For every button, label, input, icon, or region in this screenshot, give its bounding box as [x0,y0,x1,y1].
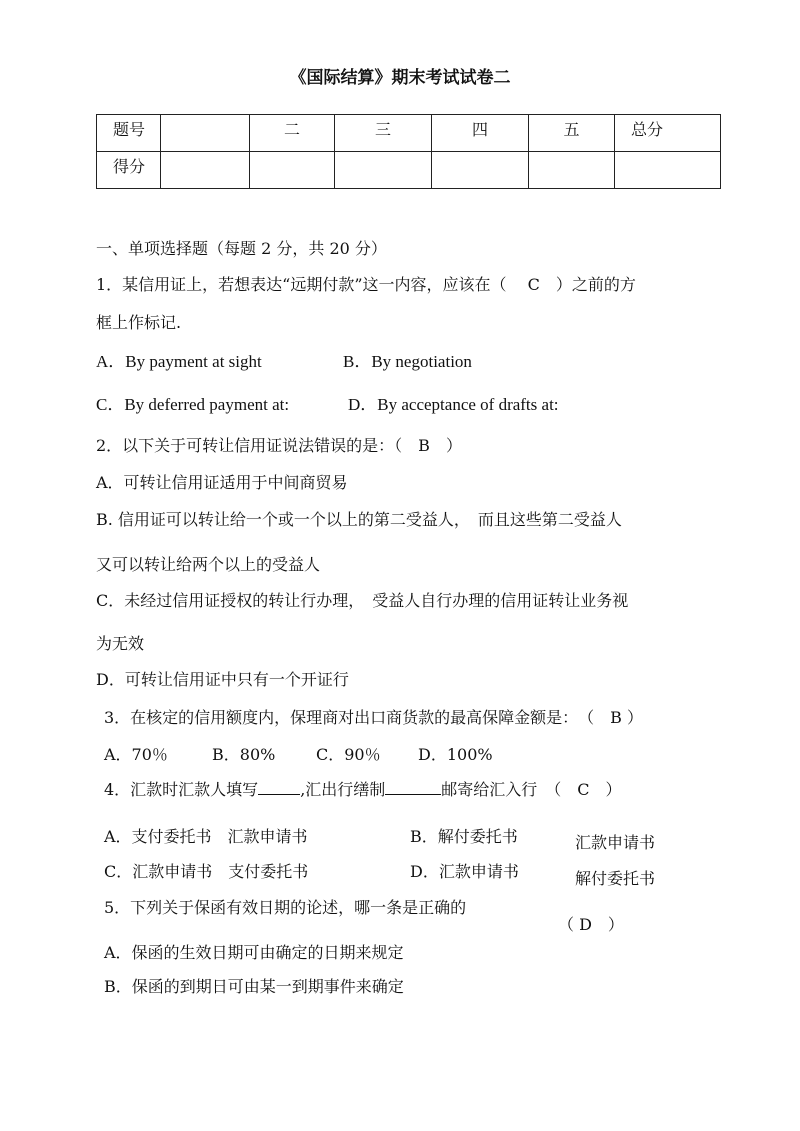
question-2-option-a: A．可转让信用证适用于中间商贸易 [96,473,348,492]
question-1-option-d: D．By acceptance of drafts at: [348,395,559,414]
question-1-stem-cont: 框上作标记. [96,313,182,332]
table-row [97,115,721,152]
table-cell [250,152,335,189]
question-4-option-b-cont: 汇款申请书 [575,833,656,852]
table-cell: 三 [335,115,432,152]
question-4-option-c: C．汇款申请书 支付委托书 [104,862,309,881]
question-4-option-a: A．支付委托书 汇款申请书 [104,827,308,846]
question-2-option-d: D．可转让信用证中只有一个开证行 [96,670,349,689]
table-row [97,152,721,189]
question-4-option-b: B．解付委托书 [410,827,518,846]
table-cell [529,152,615,189]
question-4-stem: 4．汇款时汇款人填写 ,汇出行缮制 邮寄给汇入行 （ C ） [104,780,622,799]
question-3-option-c: C．90％ [316,745,381,764]
table-cell: 得分 [97,152,161,189]
table-cell: 总分 [615,115,721,152]
question-2-option-c: C．未经过信用证授权的转让行办理， 受益人自行办理的信用证转让业务视 [96,591,629,610]
question-5-stem: 5．下列关于保函有效日期的论述，哪一条是正确的 [104,898,467,917]
table-cell [335,152,432,189]
question-2-option-c-cont: 为无效 [96,634,145,653]
question-3-option-d: D．100% [418,745,493,764]
question-3-option-b: B．80% [212,745,276,764]
table-cell [161,115,250,152]
question-5-answer: （ D ） [558,915,624,934]
question-2-option-b-cont: 又可以转让给两个以上的受益人 [96,555,321,574]
question-1-option-a: A．By payment at sight [96,352,262,371]
question-3-stem: 3．在核定的信用额度内，保理商对出口商货款的最高保障金额是： （ B ） [104,708,644,727]
table-cell: 二 [250,115,335,152]
score-table [96,114,721,189]
section-heading: 一、单项选择题（每题 2 分，共 20 分） [96,239,387,258]
question-1-option-c: C．By deferred payment at: [96,395,290,414]
question-2-stem: 2．以下关于可转让信用证说法错误的是：（ B ） [96,436,462,455]
table-cell [615,152,721,189]
page-title: 《国际结算》期末考试试卷二 [289,68,511,88]
table-cell: 题号 [97,115,161,152]
question-1-stem: 1．某信用证上，若想表达“远期付款”这一内容，应该在（ C ）之前的方 [96,275,636,294]
question-2-option-b: B. 信用证可以转让给一个或一个以上的第二受益人， 而且这些第二受益人 [96,510,622,529]
table-cell: 五 [529,115,615,152]
question-4-option-d: D．汇款申请书 [410,862,519,881]
question-5-option-b: B．保函的到期日可由某一到期事件来确定 [104,977,404,996]
table-cell [432,152,529,189]
table-cell: 四 [432,115,529,152]
question-5-option-a: A．保函的生效日期可由确定的日期来规定 [104,943,404,962]
question-3-option-a: A．70％ [104,745,168,764]
table-cell [161,152,250,189]
question-4-option-d-cont: 解付委托书 [575,869,656,888]
question-1-option-b: B．By negotiation [343,352,472,371]
